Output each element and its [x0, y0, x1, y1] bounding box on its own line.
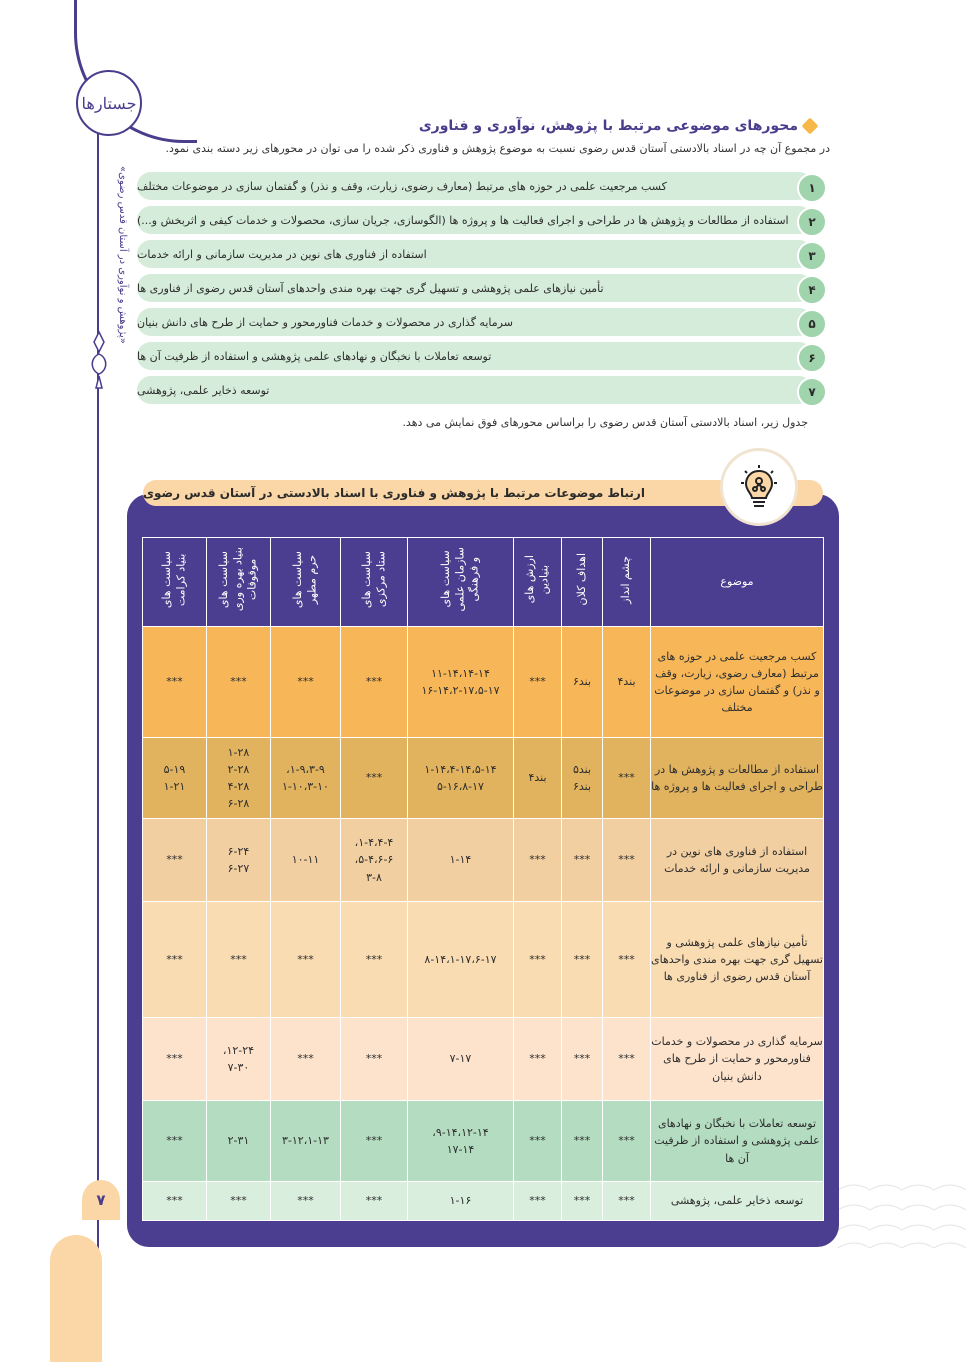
header-cell: ارزش های بنیادین — [514, 538, 562, 627]
table-cell: *** — [603, 819, 651, 902]
topic-cell: استفاده از مطالعات و پژوهش ها در طراحی و اجرای فعالیت ها و پروژه ها — [651, 738, 824, 819]
header-cell: سیاست های حرم مطهر — [271, 538, 341, 627]
table-cell: *** — [603, 1101, 651, 1182]
axis-text: توسعه ذخایر علمی، پژوهشی — [137, 376, 813, 404]
topic-cell: استفاده از فناوری های نوین در مدیریت سازمانی و ارائه خدمات — [651, 819, 824, 902]
table-title: ارتباط موضوعات مرتبط با پژوهش و فناوری با اسناد بالادستی در آستان قدس رضوی — [143, 486, 645, 500]
table-cell: بند۶ — [562, 627, 603, 738]
table-cell: ۱-۱۴ — [408, 819, 514, 902]
table-cell: *** — [143, 1182, 207, 1221]
side-running-title: «پژوهش و نوآوری در آستان قدس رضوی» — [117, 166, 128, 344]
table-cell: ۱۰-۱۱ — [271, 819, 341, 902]
axis-item — [137, 206, 827, 234]
axis-item — [137, 308, 827, 336]
axes-list — [137, 172, 827, 410]
table-row — [143, 1101, 824, 1182]
table-intro-text: جدول زیر، اسناد بالادستی آستان قدس رضوی را براساس محورهای فوق نمایش می دهد. — [402, 416, 808, 429]
table-row — [143, 738, 824, 819]
axis-number: ۱ — [797, 173, 827, 203]
table-cell: ۱-۱۶ — [408, 1182, 514, 1221]
axis-number: ۷ — [797, 377, 827, 407]
logo-text: جستارها — [81, 93, 137, 113]
header-cell: سیاست های سازمان علمی و فرهنگی — [408, 538, 514, 627]
table-cell: *** — [514, 627, 562, 738]
lattice-pattern-decoration — [838, 1180, 966, 1250]
table-cell: *** — [341, 902, 408, 1018]
header-cell: چشم انداز — [603, 538, 651, 627]
table-cell: *** — [207, 627, 271, 738]
intro-paragraph: در مجموع آن چه در اسناد بالادستی آستان قدس رضوی نسبت به موضوع پژوهش و فناوری ذکر شده را می توان در محورهای زیر دسته بندی نمود. — [165, 142, 830, 155]
table-cell: بند۴ — [514, 738, 562, 819]
table-row — [143, 627, 824, 738]
ornament-icon — [86, 330, 112, 390]
table-row — [143, 819, 824, 902]
lightbulb-icon — [735, 463, 783, 511]
page-tab-decoration — [50, 1235, 102, 1362]
section-title-row — [419, 118, 816, 134]
table-cell: ۲-۳۱ — [207, 1101, 271, 1182]
header-cell: سیاست های بنیاد کرامت — [143, 538, 207, 627]
table-cell: ۶-۲۴ ۶-۲۷ — [207, 819, 271, 902]
topic-cell: توسعه تعاملات با نخبگان و نهادهای علمی پژوهشی و استفاده از ظرفیت آن ها — [651, 1101, 824, 1182]
table-cell: *** — [514, 1101, 562, 1182]
table-cell: ۱-۱۴،۴-۱۴،۵-۱۴ ۵-۱۶،۸-۱۷ — [408, 738, 514, 819]
table-cell: *** — [514, 1018, 562, 1101]
table-row — [143, 902, 824, 1018]
axis-item — [137, 172, 827, 200]
axis-text: استفاده از فناوری های نوین در مدیریت سازمانی و ارائه خدمات — [137, 240, 813, 268]
table-cell: *** — [143, 627, 207, 738]
topic-cell: کسب مرجعیت علمی در حوزه های مرتبط (معارف رضوی، زیارت، وقف و نذر) و گفتمان سازی در موضوعات مختلف — [651, 627, 824, 738]
table-cell: *** — [271, 1182, 341, 1221]
table-cell: ۷-۱۷ — [408, 1018, 514, 1101]
research-lightbulb-icon — [720, 448, 798, 526]
table-cell: *** — [562, 819, 603, 902]
table-cell: *** — [603, 902, 651, 1018]
documents-table — [142, 537, 824, 1221]
table-cell: *** — [341, 627, 408, 738]
table-cell: ۵-۱۹ ۱-۲۱ — [143, 738, 207, 819]
axis-text: کسب مرجعیت علمی در حوزه های مرتبط (معارف رضوی، زیارت، وقف و نذر) و گفتمان سازی در موضوعات مختلف — [137, 172, 813, 200]
table-cell: *** — [143, 819, 207, 902]
table-cell: *** — [603, 1018, 651, 1101]
header-cell: موضوع — [651, 538, 824, 627]
table-row — [143, 1018, 824, 1101]
table-cell: *** — [562, 1182, 603, 1221]
table-cell: *** — [341, 738, 408, 819]
publication-logo — [76, 70, 142, 136]
table-cell: ۱-۲۸ ۲-۲۸ ۴-۲۸ ۶-۲۸ — [207, 738, 271, 819]
table-cell: *** — [514, 1182, 562, 1221]
table-cell: *** — [143, 902, 207, 1018]
table-cell: ۱۱-۱۴،۱۴-۱۴ ۱۶-۱۴،۲-۱۷،۵-۱۷ — [408, 627, 514, 738]
table-cell: *** — [514, 902, 562, 1018]
axis-text: تأمین نیازهای علمی پژوهشی و تسهیل گری جهت بهره مندی واحدهای آستان قدس رضوی از فناوری ها — [137, 274, 813, 302]
table-cell: *** — [562, 1018, 603, 1101]
section-title: محورهای موضوعی مرتبط با پژوهش، نوآوری و فناوری — [418, 118, 798, 134]
topic-cell: توسعه ذخایر علمی، پژوهشی — [651, 1182, 824, 1221]
header-cell: سیاست های ستاد مرکزی — [341, 538, 408, 627]
axis-item — [137, 342, 827, 370]
title-bullet-icon — [802, 118, 819, 135]
axis-item — [137, 376, 827, 404]
table-cell: *** — [207, 1182, 271, 1221]
table-header-row — [143, 538, 824, 627]
table-cell: *** — [562, 902, 603, 1018]
table-cell: ۹-۱۴،۱۲-۱۴، ۱۷-۱۴ — [408, 1101, 514, 1182]
table-cell: بند۴ — [603, 627, 651, 738]
table-cell: *** — [271, 627, 341, 738]
table-cell: *** — [143, 1018, 207, 1101]
table-cell: *** — [207, 902, 271, 1018]
table-cell: *** — [271, 1018, 341, 1101]
table-cell: ۱-۹،۳-۹، ۱-۱۰،۳-۱۰ — [271, 738, 341, 819]
axis-text: استفاده از مطالعات و پژوهش ها در طراحی و اجرای فعالیت ها و پروژه ها (الگوسازی، جریان سازی، محصولات و خدمات کیفی و اثربخش و...) — [137, 206, 813, 234]
axis-text: توسعه تعاملات با نخبگان و نهادهای علمی پژوهشی و استفاده از ظرفیت آن ها — [137, 342, 813, 370]
table-cell: بند۵ بند۶ — [562, 738, 603, 819]
topic-cell: تأمین نیازهای علمی پژوهشی و تسهیل گری جهت بهره مندی واحدهای آستان قدس رضوی از فناوری ها — [651, 902, 824, 1018]
axis-item — [137, 240, 827, 268]
page-number: ۷ — [82, 1180, 120, 1220]
axis-number: ۶ — [797, 343, 827, 373]
table-cell: ۳-۱۲،۱-۱۳ — [271, 1101, 341, 1182]
table-cell: *** — [271, 902, 341, 1018]
axis-number: ۳ — [797, 241, 827, 271]
table-cell: *** — [514, 819, 562, 902]
axis-number: ۵ — [797, 309, 827, 339]
axis-item — [137, 274, 827, 302]
table-cell: *** — [603, 738, 651, 819]
header-cell: اهداف کلان — [562, 538, 603, 627]
table-cell: *** — [562, 1101, 603, 1182]
table-cell: ۸-۱۴،۱-۱۷،۶-۱۷ — [408, 902, 514, 1018]
table-cell: *** — [603, 1182, 651, 1221]
table-cell: *** — [143, 1101, 207, 1182]
table-cell: ۱-۴،۴-۴، ۵-۴،۶-۶، ۳-۸ — [341, 819, 408, 902]
axis-number: ۴ — [797, 275, 827, 305]
table-cell: ۱۲-۲۴، ۷-۳۰ — [207, 1018, 271, 1101]
header-cell: سیاست های بنیاد بهره وری موقوفات — [207, 538, 271, 627]
table-row — [143, 1182, 824, 1221]
axis-number: ۲ — [797, 207, 827, 237]
table-cell: *** — [341, 1018, 408, 1101]
table-cell: *** — [341, 1182, 408, 1221]
table-cell: *** — [341, 1101, 408, 1182]
topic-cell: سرمایه گذاری در محصولات و خدمات فناورمحور و حمایت از طرح های دانش بنیان — [651, 1018, 824, 1101]
axis-text: سرمایه گذاری در محصولات و خدمات فناورمحور و حمایت از طرح های دانش بنیان — [137, 308, 813, 336]
